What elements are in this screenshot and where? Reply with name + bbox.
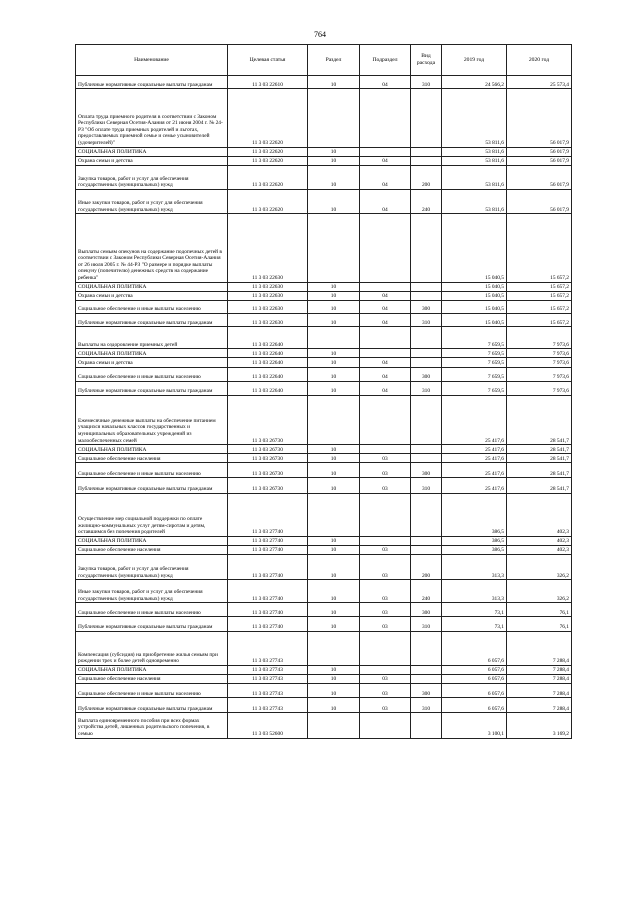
- cell-2020: 15 657,2: [507, 300, 572, 313]
- cell-2020: 7 288,4: [507, 698, 572, 713]
- cell-expense-type: 300: [411, 463, 442, 478]
- cell-subsection: 03: [360, 555, 411, 580]
- cell-2020: 7 973,6: [507, 327, 572, 349]
- cell-subsection: 03: [360, 454, 411, 463]
- cell-expense-type: [411, 349, 442, 358]
- cell-subsection: 03: [360, 603, 411, 617]
- cell-target-article: 11 3 03 22620: [228, 89, 308, 147]
- cell-target-article: 11 3 03 27740: [228, 545, 308, 554]
- cell-target-article: 11 3 03 22620: [228, 156, 308, 165]
- cell-name: СОЦИАЛЬНАЯ ПОЛИТИКА: [76, 147, 228, 156]
- cell-subsection: 04: [360, 76, 411, 89]
- cell-target-article: 11 3 03 27740: [228, 580, 308, 603]
- cell-target-article: 11 3 03 22640: [228, 358, 308, 367]
- table-row: [76, 282, 572, 291]
- cell-2019: 15 040,5: [442, 300, 507, 313]
- cell-expense-type: 310: [411, 698, 442, 713]
- table-row: [76, 580, 572, 603]
- cell-2020: 76,1: [507, 617, 572, 631]
- cell-2019: 25 417,6: [442, 478, 507, 493]
- table-row: [76, 536, 572, 545]
- cell-2020: 76,1: [507, 603, 572, 617]
- cell-subsection: 04: [360, 314, 411, 327]
- table-row: [76, 300, 572, 313]
- cell-2020: 28 541,7: [507, 478, 572, 493]
- cell-subsection: 03: [360, 545, 411, 554]
- cell-name: Социальное обеспечение и иные выплаты населению: [76, 603, 228, 617]
- table-row: [76, 214, 572, 283]
- cell-expense-type: 310: [411, 314, 442, 327]
- cell-2020: 28 541,7: [507, 463, 572, 478]
- cell-subsection: [360, 493, 411, 536]
- table-row: [76, 349, 572, 358]
- cell-target-article: 11 3 03 22630: [228, 214, 308, 283]
- cell-section: 10: [308, 291, 360, 300]
- cell-2020: 7 288,4: [507, 631, 572, 665]
- cell-section: [308, 631, 360, 665]
- cell-target-article: 11 3 03 22640: [228, 327, 308, 349]
- table-row: [76, 89, 572, 147]
- cell-name: Компенсация (субсидия) на приобретение жилья семьям при рождении трех и более детей одновременно: [76, 631, 228, 665]
- cell-target-article: 11 3 03 22640: [228, 349, 308, 358]
- cell-name: Публичные нормативные социальные выплаты гражданам: [76, 76, 228, 89]
- cell-2020: 326,2: [507, 580, 572, 603]
- cell-subsection: 03: [360, 617, 411, 631]
- header-target-article: Целевая статья: [228, 45, 308, 76]
- cell-section: 10: [308, 381, 360, 395]
- cell-target-article: 11 3 03 22630: [228, 314, 308, 327]
- table-row: [76, 76, 572, 89]
- cell-subsection: [360, 147, 411, 156]
- cell-2019: 7 659,5: [442, 381, 507, 395]
- budget-table: [75, 44, 572, 739]
- cell-2020: 15 657,2: [507, 214, 572, 283]
- header-name: Наименование: [76, 45, 228, 76]
- cell-2019: 313,3: [442, 555, 507, 580]
- cell-2019: 24 566,2: [442, 76, 507, 89]
- cell-name: Закупка товаров, работ и услуг для обеспечения государственных (муниципальных) нужд: [76, 555, 228, 580]
- cell-expense-type: [411, 147, 442, 156]
- cell-2019: 7 659,5: [442, 349, 507, 358]
- cell-2019: 53 811,6: [442, 89, 507, 147]
- cell-expense-type: [411, 89, 442, 147]
- cell-2020: 28 541,7: [507, 445, 572, 454]
- cell-expense-type: [411, 395, 442, 444]
- table-row: [76, 165, 572, 189]
- cell-2020: 25 573,4: [507, 76, 572, 89]
- cell-section: 10: [308, 674, 360, 683]
- cell-subsection: 03: [360, 698, 411, 713]
- cell-target-article: 11 3 03 27740: [228, 555, 308, 580]
- cell-2019: 6 057,6: [442, 674, 507, 683]
- table-row: [76, 684, 572, 698]
- cell-subsection: [360, 214, 411, 283]
- header-section: Раздел: [308, 45, 360, 76]
- cell-expense-type: 200: [411, 555, 442, 580]
- cell-subsection: [360, 282, 411, 291]
- table-row: [76, 327, 572, 349]
- cell-name: Публичные нормативные социальные выплаты гражданам: [76, 314, 228, 327]
- cell-name: Охрана семьи и детства: [76, 291, 228, 300]
- cell-2020: 56 017,9: [507, 89, 572, 147]
- table-row: [76, 156, 572, 165]
- cell-subsection: 04: [360, 300, 411, 313]
- cell-name: Иные закупки товаров, работ и услуг для обеспечения государственных (муниципальных) нужд: [76, 189, 228, 213]
- cell-expense-type: [411, 291, 442, 300]
- cell-expense-type: [411, 327, 442, 349]
- cell-name: Социальное обеспечение и иные выплаты населению: [76, 684, 228, 698]
- cell-2019: 313,3: [442, 580, 507, 603]
- cell-target-article: 11 3 03 27740: [228, 536, 308, 545]
- cell-subsection: 03: [360, 674, 411, 683]
- cell-target-article: 11 3 03 26730: [228, 463, 308, 478]
- cell-expense-type: [411, 156, 442, 165]
- table-row: [76, 617, 572, 631]
- cell-2019: 3 100,1: [442, 713, 507, 738]
- cell-2020: 28 541,7: [507, 395, 572, 444]
- table-row: [76, 631, 572, 665]
- cell-section: 10: [308, 147, 360, 156]
- cell-2020: 7 288,4: [507, 665, 572, 674]
- cell-section: 10: [308, 76, 360, 89]
- cell-2020: 7 973,6: [507, 358, 572, 367]
- cell-section: 10: [308, 536, 360, 545]
- cell-2019: 6 057,6: [442, 665, 507, 674]
- cell-expense-type: 240: [411, 189, 442, 213]
- cell-expense-type: [411, 282, 442, 291]
- table-row: [76, 603, 572, 617]
- cell-subsection: [360, 327, 411, 349]
- cell-section: 10: [308, 580, 360, 603]
- cell-expense-type: [411, 493, 442, 536]
- cell-expense-type: [411, 214, 442, 283]
- cell-section: 10: [308, 165, 360, 189]
- table-row: [76, 698, 572, 713]
- cell-2020: 402,3: [507, 536, 572, 545]
- cell-name: Охрана семьи и детства: [76, 358, 228, 367]
- cell-name: Социальное обеспечение населения: [76, 454, 228, 463]
- cell-name: Выплаты семьям опекунов на содержание подопечных детей в соответствии с Законом Республики Северная Осетия-Алания от 26 июля 2005 г. № 44-РЗ "О размере и порядке выплаты опекуну (попечителю) денежных средств на содержание ребенка": [76, 214, 228, 283]
- cell-section: [308, 89, 360, 147]
- cell-target-article: 11 3 03 22630: [228, 300, 308, 313]
- cell-2019: 15 040,5: [442, 314, 507, 327]
- cell-name: СОЦИАЛЬНАЯ ПОЛИТИКА: [76, 536, 228, 545]
- header-year-2019: 2019 год: [442, 45, 507, 76]
- cell-target-article: 11 3 03 22620: [228, 147, 308, 156]
- cell-subsection: [360, 631, 411, 665]
- cell-subsection: 04: [360, 156, 411, 165]
- table-row: [76, 445, 572, 454]
- cell-2019: 73,1: [442, 617, 507, 631]
- cell-expense-type: [411, 674, 442, 683]
- cell-subsection: [360, 89, 411, 147]
- cell-name: Социальное обеспечение и иные выплаты населению: [76, 300, 228, 313]
- cell-name: Социальное обеспечение населения: [76, 674, 228, 683]
- table-row: [76, 478, 572, 493]
- cell-subsection: 04: [360, 189, 411, 213]
- cell-subsection: 03: [360, 478, 411, 493]
- cell-name: Оплата труда приемного родителя в соответствии с Законом Республики Северная Осетия-Алания от 21 июня 2004 г. № 24-РЗ "Об оплате труда приемных родителей и льготах, предоставляемых приемной семье и семье усыновителей (удочерителей)": [76, 89, 228, 147]
- cell-section: [308, 493, 360, 536]
- table-row: [76, 147, 572, 156]
- cell-2019: 386,5: [442, 493, 507, 536]
- header-expense-type: Вид расхода: [411, 45, 442, 76]
- table-row: [76, 314, 572, 327]
- cell-name: СОЦИАЛЬНАЯ ПОЛИТИКА: [76, 445, 228, 454]
- cell-target-article: 11 3 03 22610: [228, 76, 308, 89]
- cell-name: Социальное обеспечение населения: [76, 545, 228, 554]
- cell-2019: 53 811,6: [442, 147, 507, 156]
- table-row: [76, 493, 572, 536]
- cell-target-article: 11 3 03 26730: [228, 478, 308, 493]
- cell-section: [308, 713, 360, 738]
- cell-expense-type: [411, 536, 442, 545]
- cell-name: СОЦИАЛЬНАЯ ПОЛИТИКА: [76, 665, 228, 674]
- cell-section: 10: [308, 300, 360, 313]
- table-row: [76, 367, 572, 381]
- cell-section: 10: [308, 555, 360, 580]
- cell-name: Публичные нормативные социальные выплаты гражданам: [76, 478, 228, 493]
- table-row: [76, 358, 572, 367]
- cell-target-article: 11 3 03 26730: [228, 395, 308, 444]
- cell-expense-type: 240: [411, 580, 442, 603]
- cell-target-article: 11 3 03 27743: [228, 698, 308, 713]
- cell-2020: 7 973,6: [507, 381, 572, 395]
- cell-target-article: 11 3 03 22640: [228, 367, 308, 381]
- cell-target-article: 11 3 03 27743: [228, 684, 308, 698]
- cell-target-article: 11 3 03 22630: [228, 291, 308, 300]
- cell-name: Закупка товаров, работ и услуг для обеспечения государственных (муниципальных) нужд: [76, 165, 228, 189]
- cell-2019: 6 057,6: [442, 684, 507, 698]
- cell-subsection: 04: [360, 381, 411, 395]
- cell-subsection: [360, 395, 411, 444]
- cell-subsection: 04: [360, 291, 411, 300]
- cell-subsection: 03: [360, 580, 411, 603]
- cell-2019: 6 057,6: [442, 698, 507, 713]
- cell-name: Социальное обеспечение и иные выплаты населению: [76, 463, 228, 478]
- cell-name: Публичные нормативные социальные выплаты гражданам: [76, 381, 228, 395]
- cell-name: Социальное обеспечение и иные выплаты населению: [76, 367, 228, 381]
- cell-2019: 15 040,5: [442, 291, 507, 300]
- cell-target-article: 11 3 03 22620: [228, 189, 308, 213]
- cell-name: Иные закупки товаров, работ и услуг для обеспечения государственных (муниципальных) нужд: [76, 580, 228, 603]
- cell-2020: 7 288,4: [507, 674, 572, 683]
- cell-2020: 7 288,4: [507, 684, 572, 698]
- cell-section: [308, 214, 360, 283]
- table-body: [76, 76, 572, 739]
- cell-section: 10: [308, 617, 360, 631]
- cell-2020: 3 169,2: [507, 713, 572, 738]
- cell-target-article: 11 3 03 22620: [228, 165, 308, 189]
- cell-section: 10: [308, 189, 360, 213]
- cell-2019: 6 057,6: [442, 631, 507, 665]
- cell-section: 10: [308, 156, 360, 165]
- cell-target-article: 11 3 03 27740: [228, 493, 308, 536]
- cell-section: 10: [308, 445, 360, 454]
- cell-section: 10: [308, 367, 360, 381]
- cell-section: 10: [308, 282, 360, 291]
- cell-section: 10: [308, 454, 360, 463]
- cell-2020: 7 973,6: [507, 349, 572, 358]
- cell-section: 10: [308, 349, 360, 358]
- cell-name: Ежемесячные денежные выплаты на обеспечение питанием учащихся начальных классов государственных и муниципальных образовательных учреждений из малообеспеченных семей: [76, 395, 228, 444]
- header-year-2020: 2020 год: [507, 45, 572, 76]
- cell-name: Охрана семьи и детства: [76, 156, 228, 165]
- cell-expense-type: 200: [411, 165, 442, 189]
- cell-expense-type: 310: [411, 617, 442, 631]
- cell-section: 10: [308, 665, 360, 674]
- cell-2019: 15 040,5: [442, 282, 507, 291]
- cell-section: 10: [308, 603, 360, 617]
- cell-2020: 56 017,9: [507, 156, 572, 165]
- cell-expense-type: [411, 665, 442, 674]
- cell-2020: 15 657,2: [507, 282, 572, 291]
- cell-section: 10: [308, 684, 360, 698]
- cell-target-article: 11 3 03 52600: [228, 713, 308, 738]
- cell-expense-type: [411, 631, 442, 665]
- cell-name: Осуществление мер социальной поддержки по оплате жилищно-коммунальных услуг детям-сиротам и детям, оставшимся без попечения родителей: [76, 493, 228, 536]
- cell-subsection: [360, 536, 411, 545]
- cell-section: 10: [308, 463, 360, 478]
- table-row: [76, 291, 572, 300]
- cell-expense-type: [411, 445, 442, 454]
- cell-expense-type: [411, 454, 442, 463]
- cell-target-article: 11 3 03 27743: [228, 631, 308, 665]
- table-row: [76, 555, 572, 580]
- table-row: [76, 395, 572, 444]
- cell-name: Публичные нормативные социальные выплаты гражданам: [76, 698, 228, 713]
- cell-subsection: 04: [360, 358, 411, 367]
- cell-expense-type: 300: [411, 300, 442, 313]
- cell-target-article: 11 3 03 27743: [228, 665, 308, 674]
- cell-2019: 73,1: [442, 603, 507, 617]
- cell-name: Выплата единовременного пособия при всех формах устройства детей, лишенных родительского попечения, в семью: [76, 713, 228, 738]
- table-row: [76, 381, 572, 395]
- cell-subsection: 03: [360, 684, 411, 698]
- cell-target-article: 11 3 03 26730: [228, 445, 308, 454]
- cell-2019: 25 417,6: [442, 445, 507, 454]
- table-row: [76, 674, 572, 683]
- cell-2019: 53 811,6: [442, 165, 507, 189]
- cell-subsection: [360, 349, 411, 358]
- cell-subsection: [360, 665, 411, 674]
- table-row: [76, 665, 572, 674]
- cell-expense-type: [411, 545, 442, 554]
- cell-name: Публичные нормативные социальные выплаты гражданам: [76, 617, 228, 631]
- cell-expense-type: 300: [411, 684, 442, 698]
- table-row: [76, 463, 572, 478]
- cell-expense-type: 300: [411, 603, 442, 617]
- cell-2020: 56 017,9: [507, 147, 572, 156]
- cell-2019: 7 659,5: [442, 367, 507, 381]
- cell-2019: 15 040,5: [442, 214, 507, 283]
- cell-2019: 386,5: [442, 536, 507, 545]
- cell-2019: 25 417,6: [442, 454, 507, 463]
- cell-expense-type: 310: [411, 478, 442, 493]
- cell-expense-type: 310: [411, 76, 442, 89]
- cell-expense-type: 300: [411, 367, 442, 381]
- page-number: 764: [314, 30, 326, 39]
- table-header-row: [76, 45, 572, 76]
- cell-section: [308, 327, 360, 349]
- cell-expense-type: 310: [411, 381, 442, 395]
- cell-section: 10: [308, 545, 360, 554]
- cell-expense-type: [411, 713, 442, 738]
- cell-subsection: 03: [360, 463, 411, 478]
- cell-expense-type: [411, 358, 442, 367]
- cell-subsection: 04: [360, 165, 411, 189]
- cell-section: 10: [308, 314, 360, 327]
- cell-2020: 402,3: [507, 493, 572, 536]
- cell-2020: 15 657,2: [507, 314, 572, 327]
- cell-2020: 15 657,2: [507, 291, 572, 300]
- cell-name: СОЦИАЛЬНАЯ ПОЛИТИКА: [76, 282, 228, 291]
- cell-2020: 402,3: [507, 545, 572, 554]
- cell-2020: 28 541,7: [507, 454, 572, 463]
- cell-2019: 25 417,6: [442, 463, 507, 478]
- header-subsection: Подраздел: [360, 45, 411, 76]
- cell-2020: 7 973,6: [507, 367, 572, 381]
- cell-target-article: 11 3 03 27740: [228, 603, 308, 617]
- cell-2020: 56 017,9: [507, 165, 572, 189]
- cell-2019: 53 811,6: [442, 156, 507, 165]
- table-row: [76, 454, 572, 463]
- cell-target-article: 11 3 03 22630: [228, 282, 308, 291]
- cell-section: 10: [308, 698, 360, 713]
- cell-target-article: 11 3 03 26730: [228, 454, 308, 463]
- cell-2019: 386,5: [442, 545, 507, 554]
- cell-2020: 56 017,9: [507, 189, 572, 213]
- cell-name: Выплаты на оздоровление приемных детей: [76, 327, 228, 349]
- cell-2020: 326,2: [507, 555, 572, 580]
- table-row: [76, 713, 572, 738]
- cell-subsection: [360, 445, 411, 454]
- cell-2019: 7 659,5: [442, 327, 507, 349]
- cell-subsection: [360, 713, 411, 738]
- cell-section: 10: [308, 358, 360, 367]
- cell-target-article: 11 3 03 22640: [228, 381, 308, 395]
- cell-target-article: 11 3 03 27743: [228, 674, 308, 683]
- table-row: [76, 545, 572, 554]
- cell-2019: 53 811,6: [442, 189, 507, 213]
- cell-section: [308, 395, 360, 444]
- cell-2019: 25 417,6: [442, 395, 507, 444]
- cell-target-article: 11 3 03 27740: [228, 617, 308, 631]
- cell-section: 10: [308, 478, 360, 493]
- table-row: [76, 189, 572, 213]
- cell-subsection: 04: [360, 367, 411, 381]
- cell-name: СОЦИАЛЬНАЯ ПОЛИТИКА: [76, 349, 228, 358]
- cell-2019: 7 659,5: [442, 358, 507, 367]
